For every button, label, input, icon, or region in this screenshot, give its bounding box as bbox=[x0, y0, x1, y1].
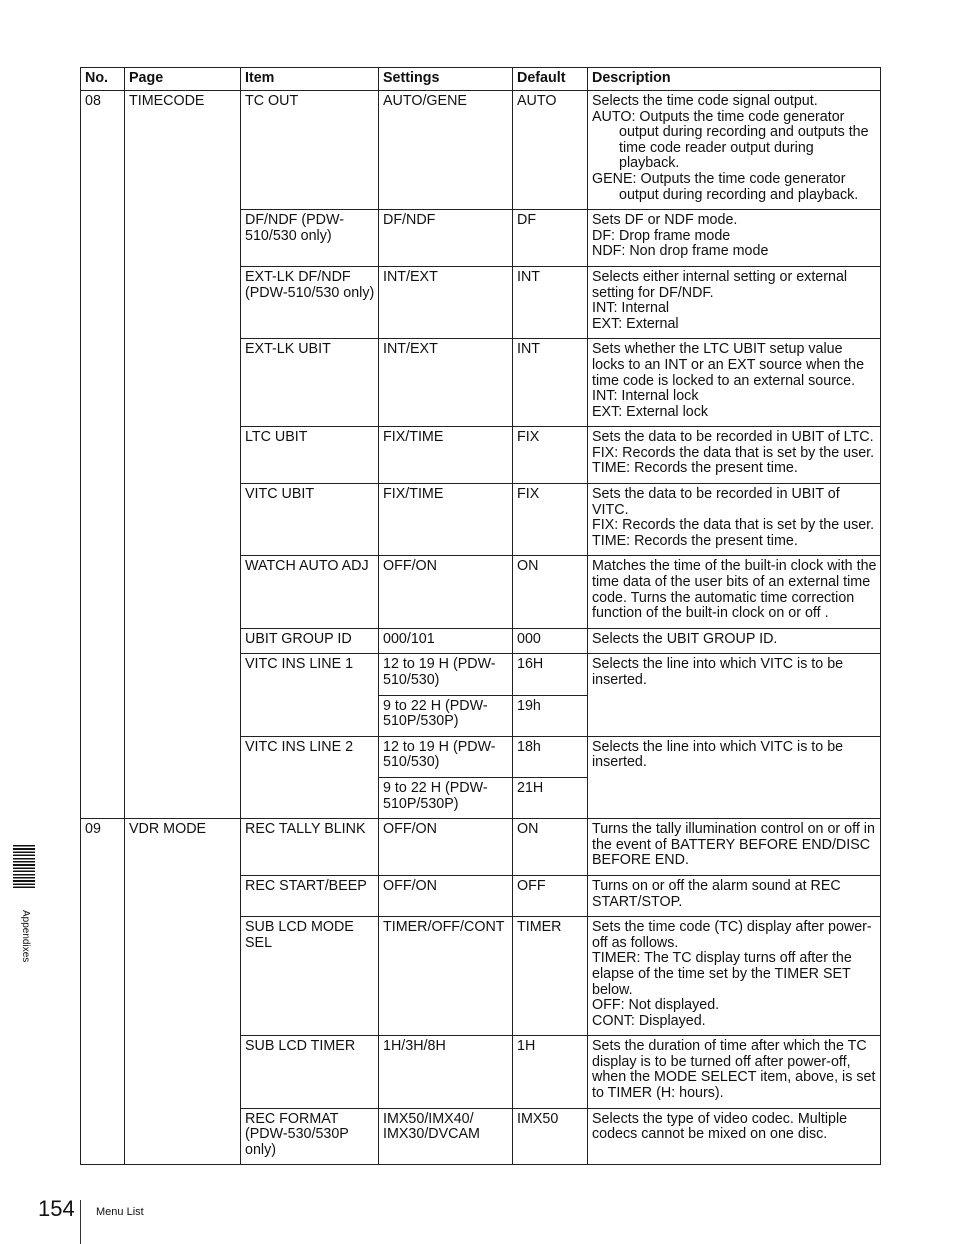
cell-item: REC START/BEEP bbox=[241, 875, 379, 916]
cell-description: Sets the duration of time after which the TC display is to be turned off after power-off, when the MODE SELECT item, above, is set to TIMER (H: hours). bbox=[588, 1036, 881, 1108]
cell-item: VITC INS LINE 2 bbox=[241, 736, 379, 818]
cell-description: Turns the tally illumination control on or off in the event of BATTERY BEFORE END/DISC BEFORE END. bbox=[588, 819, 881, 876]
cell-settings: 12 to 19 H (PDW-510/530) bbox=[379, 736, 513, 777]
cell-description: Selects the line into which VITC is to be inserted. bbox=[588, 654, 881, 736]
desc-line: Selects the time code signal output. bbox=[592, 93, 818, 109]
cell-description: Selects the line into which VITC is to be inserted. bbox=[588, 736, 881, 818]
cell-no: 09 bbox=[81, 819, 125, 1165]
cell-default: 000 bbox=[513, 628, 588, 654]
cell-item: SUB LCD TIMER bbox=[241, 1036, 379, 1108]
cell-settings: INT/EXT bbox=[379, 339, 513, 427]
cell-default: INT bbox=[513, 339, 588, 427]
footer-divider bbox=[80, 1200, 81, 1244]
cell-settings: 9 to 22 H (PDW-510P/530P) bbox=[379, 695, 513, 736]
cell-description: Selects the type of video codec. Multiple codecs cannot be mixed on one disc. bbox=[588, 1108, 881, 1165]
desc-line: Sets whether the LTC UBIT setup value locks to an INT or an EXT source when the time code is locked to an external source. bbox=[592, 341, 865, 389]
cell-settings: OFF/ON bbox=[379, 556, 513, 628]
cell-description bbox=[588, 917, 881, 1036]
desc-line: INT: Internal bbox=[592, 300, 670, 317]
cell-item: UBIT GROUP ID bbox=[241, 628, 379, 654]
cell-default: 16H bbox=[513, 654, 588, 695]
cell-description: Matches the time of the built-in clock with the time data of the user bits of an external time code. Turns the automatic time correction function of the built-in clock on or off . bbox=[588, 556, 881, 628]
col-header-no: No. bbox=[81, 68, 125, 91]
cell-no: 08 bbox=[81, 91, 125, 819]
page-number: 154 bbox=[38, 1196, 75, 1221]
cell-settings: 12 to 19 H (PDW-510/530) bbox=[379, 654, 513, 695]
cell-page: TIMECODE bbox=[125, 91, 241, 819]
cell-settings: FIX/TIME bbox=[379, 484, 513, 556]
desc-line: Sets the data to be recorded in UBIT of LTC. bbox=[592, 429, 874, 446]
desc-line: time code reader output during playback. bbox=[619, 139, 814, 172]
cell-item: REC TALLY BLINK bbox=[241, 819, 379, 876]
desc-line: DF: Drop frame mode bbox=[592, 227, 731, 244]
cell-settings: 9 to 22 H (PDW-510P/530P) bbox=[379, 777, 513, 818]
desc-line: TIME: Records the present time. bbox=[592, 460, 798, 477]
desc-line: TIMER: The TC display turns off after the elapse of the time set by the TIMER SET below. bbox=[592, 950, 852, 998]
cell-item: EXT-LK DF/NDF (PDW-510/530 only) bbox=[241, 266, 379, 338]
cell-settings: 000/101 bbox=[379, 628, 513, 654]
cell-description: Turns on or off the alarm sound at REC START/STOP. bbox=[588, 875, 881, 916]
cell-description bbox=[588, 266, 881, 338]
desc-line: EXT: External lock bbox=[592, 403, 709, 420]
cell-item: SUB LCD MODE SEL bbox=[241, 917, 379, 1036]
cell-description bbox=[588, 427, 881, 484]
cell-item: DF/NDF (PDW-510/530 only) bbox=[241, 210, 379, 267]
cell-default: 19h bbox=[513, 695, 588, 736]
desc-line: AUTO: Outputs the time code generator bbox=[592, 108, 845, 125]
desc-line: output during recording and playback. bbox=[619, 186, 859, 203]
cell-settings: TIMER/OFF/CONT bbox=[379, 917, 513, 1036]
cell-item: WATCH AUTO ADJ bbox=[241, 556, 379, 628]
cell-item: VITC INS LINE 1 bbox=[241, 654, 379, 736]
cell-item: TC OUT bbox=[241, 91, 379, 210]
cell-settings: IMX50/IMX40/ IMX30/DVCAM bbox=[379, 1108, 513, 1165]
cell-description bbox=[588, 339, 881, 427]
cell-description bbox=[588, 210, 881, 267]
cell-page: VDR MODE bbox=[125, 819, 241, 1165]
cell-default: 18h bbox=[513, 736, 588, 777]
cell-default: TIMER bbox=[513, 917, 588, 1036]
cell-default: 1H bbox=[513, 1036, 588, 1108]
cell-settings: INT/EXT bbox=[379, 266, 513, 338]
cell-description bbox=[588, 484, 881, 556]
table-row bbox=[81, 91, 881, 210]
cell-default: ON bbox=[513, 819, 588, 876]
desc-line: FIX: Records the data that is set by the user. bbox=[592, 444, 875, 461]
desc-line: GENE: Outputs the time code generator bbox=[592, 170, 846, 187]
cell-description bbox=[588, 91, 881, 210]
cell-settings: 1H/3H/8H bbox=[379, 1036, 513, 1108]
cell-item: LTC UBIT bbox=[241, 427, 379, 484]
cell-item: VITC UBIT bbox=[241, 484, 379, 556]
cell-item: EXT-LK UBIT bbox=[241, 339, 379, 427]
desc-line: Selects either internal setting or external setting for DF/NDF. bbox=[592, 268, 848, 301]
menu-table bbox=[80, 67, 881, 1165]
desc-line: output during recording and outputs the bbox=[619, 124, 869, 141]
desc-line: Sets the time code (TC) display after power-off as follows. bbox=[592, 919, 872, 951]
cell-settings: DF/NDF bbox=[379, 210, 513, 267]
section-tab-marker bbox=[13, 845, 35, 890]
desc-line: INT: Internal lock bbox=[592, 388, 699, 405]
cell-settings: AUTO/GENE bbox=[379, 91, 513, 210]
col-header-item: Item bbox=[241, 68, 379, 91]
col-header-default: Default bbox=[513, 68, 588, 91]
cell-settings: OFF/ON bbox=[379, 819, 513, 876]
cell-description: Selects the UBIT GROUP ID. bbox=[588, 628, 881, 654]
cell-default: 21H bbox=[513, 777, 588, 818]
cell-default: FIX bbox=[513, 427, 588, 484]
header-row bbox=[81, 68, 881, 91]
desc-line: OFF: Not displayed. bbox=[592, 997, 720, 1014]
cell-default: ON bbox=[513, 556, 588, 628]
desc-line: EXT: External bbox=[592, 315, 679, 332]
col-header-page: Page bbox=[125, 68, 241, 91]
col-header-settings: Settings bbox=[379, 68, 513, 91]
desc-line: Sets the data to be recorded in UBIT of VITC. bbox=[592, 486, 840, 518]
cell-default: AUTO bbox=[513, 91, 588, 210]
cell-default: DF bbox=[513, 210, 588, 267]
desc-line: CONT: Displayed. bbox=[592, 1012, 706, 1029]
desc-line: FIX: Records the data that is set by the user. bbox=[592, 517, 875, 534]
col-header-description: Description bbox=[588, 68, 881, 91]
cell-default: OFF bbox=[513, 875, 588, 916]
cell-settings: OFF/ON bbox=[379, 875, 513, 916]
desc-line: Sets DF or NDF mode. bbox=[592, 212, 738, 229]
table-row bbox=[81, 819, 881, 876]
cell-settings: FIX/TIME bbox=[379, 427, 513, 484]
footer-section-title: Menu List bbox=[96, 1206, 144, 1218]
cell-default: IMX50 bbox=[513, 1108, 588, 1165]
section-side-label: Appendixes bbox=[20, 910, 31, 963]
desc-line: TIME: Records the present time. bbox=[592, 532, 798, 549]
cell-default: FIX bbox=[513, 484, 588, 556]
cell-item: REC FORMAT (PDW-530/530P only) bbox=[241, 1108, 379, 1165]
desc-line: NDF: Non drop frame mode bbox=[592, 243, 769, 260]
cell-default: INT bbox=[513, 266, 588, 338]
